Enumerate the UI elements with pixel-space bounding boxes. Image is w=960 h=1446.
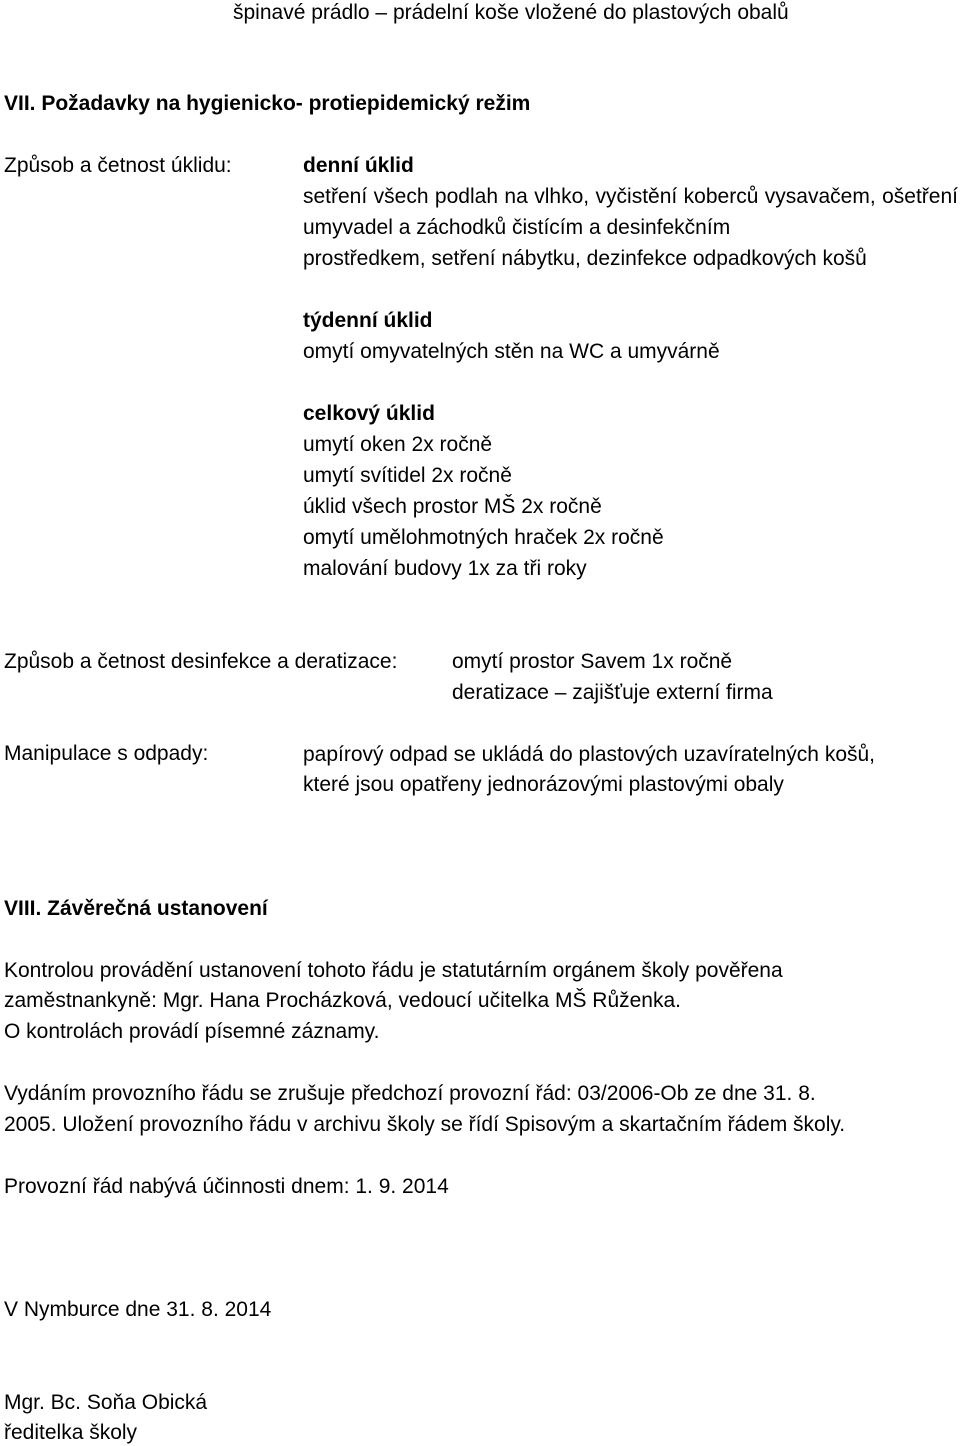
full-cleaning-line: omytí umělohmotných hraček 2x ročně [303, 526, 664, 549]
waste-last-line: které jsou opatřeny jednorázovými plastovými obaly [303, 773, 784, 796]
weekly-cleaning-title: týdenní úklid [303, 309, 433, 332]
control-paragraph-line: zaměstnankyně: Mgr. Hana Procházková, vedoucí učitelka MŠ Růženka. [4, 989, 682, 1012]
signatory-name: Mgr. Bc. Soňa Obická [4, 1391, 208, 1414]
effective-date: Provozní řád nabývá účinnosti dnem: 1. 9. 2014 [4, 1175, 449, 1198]
signatory-role: ředitelka školy [4, 1421, 138, 1444]
disinfection-label: Způsob a četnost desinfekce a deratizace: [4, 650, 398, 673]
cancellation-paragraph-line: Vydáním provozního řádu se zrušuje předchozí provozní řád: 03/2006-Ob ze dne 31. 8. [4, 1082, 816, 1105]
cancellation-paragraph-line: 2005. Uložení provozního řádu v archivu školy se řídí Spisovým a skartačním řádem školy. [4, 1113, 846, 1136]
control-paragraph-line: Kontrolou provádění ustanovení tohoto řádu je statutárním orgánem školy pověřena [4, 959, 783, 982]
full-cleaning-line: umytí svítidel 2x ročně [303, 464, 512, 487]
weekly-cleaning-line: omytí omyvatelných stěn na WC a umyvárně [303, 340, 720, 363]
cleaning-label: Způsob a četnost úklidu: [4, 154, 232, 177]
section-8-heading: VIII. Závěrečná ustanovení [4, 897, 268, 920]
full-cleaning-title: celkový úklid [303, 402, 435, 425]
daily-cleaning-title: denní úklid [303, 154, 414, 177]
waste-text: papírový odpad se ukládá do plastových uzavíratelných košů, [303, 743, 876, 766]
disinfection-line: omytí prostor Savem 1x ročně [452, 650, 733, 673]
control-paragraph-line: O kontrolách provádí písemné záznamy. [4, 1020, 380, 1043]
full-cleaning-line: umytí oken 2x ročně [303, 433, 493, 456]
disinfection-line: deratizace – zajišťuje externí firma [452, 681, 773, 704]
top-line: špinavé prádlo – prádelní koše vložené do plastových obalů [233, 1, 789, 24]
full-cleaning-line: malování budovy 1x za tři roky [303, 557, 587, 580]
waste-label: Manipulace s odpady: [4, 742, 209, 765]
full-cleaning-line: úklid všech prostor MŠ 2x ročně [303, 495, 602, 518]
daily-cleaning-text: setření všech podlah na vlhko, vyčistění koberců vysavačem, ošetření umyvadel a záchodků čistícím a desinfekčním [303, 185, 958, 239]
section-7-heading: VII. Požadavky na hygienicko- protiepidemický režim [4, 92, 531, 115]
daily-cleaning-last-line: prostředkem, setření nábytku, dezinfekce odpadkových košů [303, 247, 867, 270]
place-and-date: V Nymburce dne 31. 8. 2014 [4, 1298, 272, 1321]
